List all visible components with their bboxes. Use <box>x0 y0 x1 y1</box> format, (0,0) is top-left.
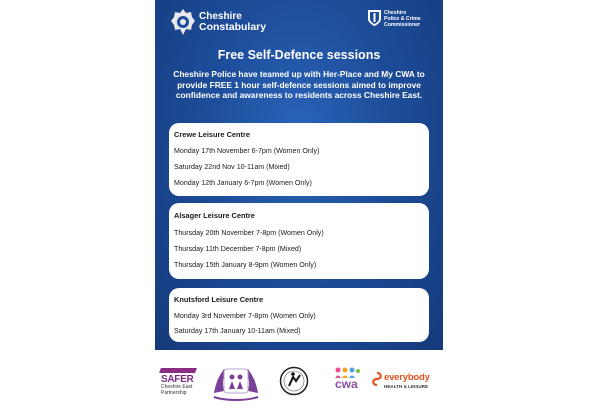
session-item: Monday 12th January 6-7pm (Women Only) <box>174 179 312 187</box>
venue-name: Knutsford Leisure Centre <box>174 295 264 304</box>
page-title: Free Self-Defence sessions <box>217 48 381 62</box>
commissioner-line3: Commissioner <box>384 22 421 28</box>
venue-card-alsager <box>169 203 429 279</box>
venue-card-crewe <box>169 123 429 196</box>
commissioner-logo <box>368 10 434 28</box>
safer-logo <box>160 368 204 398</box>
crest-icon <box>368 10 381 26</box>
venue-name: Alsager Leisure Centre <box>174 211 255 220</box>
session-item: Monday 17th November 6-7pm (Women Only) <box>174 147 320 155</box>
self-defence-logo-icon <box>279 366 309 396</box>
session-item: Saturday 22nd Nov 10-11am (Mixed) <box>174 163 290 171</box>
intro-line: provide FREE 1 hour self-defence sessions aimed to improve <box>177 79 421 90</box>
intro-line: confidence and awareness to residents across Cheshire East. <box>175 90 423 100</box>
constabulary-logo <box>171 9 266 35</box>
commissioner-line2: Police & Crime <box>384 16 421 22</box>
session-item: Saturday 17th January 10-11am (Mixed) <box>174 327 301 335</box>
poster-blue-panel <box>155 0 443 350</box>
commissioner-line1: Cheshire <box>384 10 407 16</box>
everybody-subtext: HEALTH & LEISURE <box>384 384 429 389</box>
partner-logos <box>155 358 443 404</box>
intro-text <box>165 69 433 101</box>
everybody-logo <box>371 370 441 396</box>
venue-card-knutsford <box>169 288 429 342</box>
session-item: Monday 3rd November 7-8pm (Women Only) <box>174 312 316 320</box>
cwa-text: cwa <box>335 377 358 391</box>
safer-subtext-line: Partnership <box>161 389 187 396</box>
session-item: Thursday 11th December 7-8pm (Mixed) <box>174 245 302 253</box>
police-badge-icon <box>171 9 195 35</box>
safer-subtext-line: Cheshire East <box>161 384 193 390</box>
brand-line1: Cheshire <box>199 11 242 22</box>
intro-line: Cheshire Police have teamed up with Her-Place and My CWA to <box>173 69 425 79</box>
safer-text: SAFER <box>161 374 194 385</box>
brand-line2: Constabulary <box>199 21 267 33</box>
venue-name: Crewe Leisure Centre <box>174 130 250 139</box>
cwa-logo <box>329 366 365 396</box>
session-item: Thursday 20th November 7-8pm (Women Only) <box>174 229 324 237</box>
everybody-text: everybody <box>384 372 430 383</box>
everybody-swirl-icon <box>371 372 383 386</box>
poster <box>155 0 443 410</box>
safer-swoosh <box>159 368 197 373</box>
session-item: Thursday 15th January 8-9pm (Women Only) <box>174 261 317 269</box>
safer-subtext <box>161 385 192 396</box>
her-place-logo-icon <box>210 363 262 401</box>
